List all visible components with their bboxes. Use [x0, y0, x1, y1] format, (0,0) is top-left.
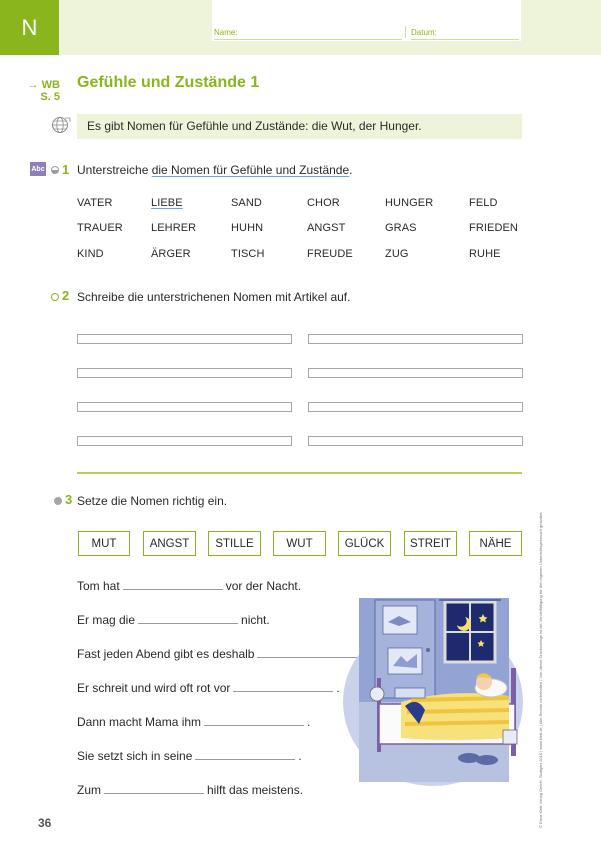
difficulty-full-icon — [54, 497, 62, 505]
info-box: Es gibt Nomen für Gefühle und Zustände: die Wut, der Hunger. — [77, 114, 522, 139]
word-box[interactable]: STREIT — [404, 531, 457, 556]
date-label: Datum: — [411, 28, 437, 37]
blank-field[interactable] — [204, 716, 304, 726]
sentence-before: Dann macht Mama ihm — [77, 715, 202, 729]
sentence-after: hilft das meistens. — [207, 783, 304, 797]
sentence-after: . — [298, 749, 302, 763]
word-item[interactable]: LIEBE — [151, 197, 183, 209]
section-letter-badge: N — [0, 0, 59, 55]
sentence-line — [77, 647, 364, 661]
name-label: Name: — [214, 28, 238, 37]
section-divider — [77, 472, 522, 474]
writing-line[interactable] — [308, 334, 523, 344]
task1-text-before: Unterstreiche — [77, 163, 152, 177]
sentence-after: nicht. — [241, 613, 270, 627]
writing-line[interactable] — [77, 368, 292, 378]
task1-instruction — [77, 163, 353, 177]
blank-field[interactable] — [233, 682, 333, 692]
word-box[interactable]: WUT — [273, 531, 326, 556]
sentence-line — [77, 783, 303, 797]
page-title: Gefühle und Zustände 1 — [77, 74, 260, 91]
sentence-after: vor der Nacht. — [225, 579, 302, 593]
task1-text-underlined: die Nomen für Gefühle und Zustände — [151, 163, 350, 177]
sentence-line — [77, 613, 270, 627]
word-item[interactable]: ZUG — [385, 248, 409, 260]
sentence-line — [77, 749, 302, 763]
word-box[interactable]: ANGST — [143, 531, 196, 556]
task1-text-after: . — [349, 163, 353, 177]
word-item[interactable]: VATER — [77, 197, 113, 209]
writing-line[interactable] — [77, 334, 292, 344]
word-item[interactable]: CHOR — [307, 197, 340, 209]
sentence-before: Fast jeden Abend gibt es deshalb — [77, 647, 255, 661]
blank-field[interactable] — [104, 784, 204, 794]
word-item[interactable]: LEHRER — [151, 222, 197, 234]
workbook-reference — [22, 79, 60, 103]
blank-field[interactable] — [195, 750, 295, 760]
workbook-ref-page: S. 5 — [40, 91, 60, 103]
task3-number: 3 — [65, 492, 73, 507]
word-box[interactable]: NÄHE — [469, 531, 522, 556]
task3-instruction: Setze die Nomen richtig ein. — [77, 494, 228, 508]
writing-line[interactable] — [308, 368, 523, 378]
word-item[interactable]: TRAUER — [77, 222, 123, 234]
header-divider — [405, 26, 406, 38]
task1-number: 1 — [62, 162, 70, 177]
sentence-after: . — [307, 715, 311, 729]
word-item[interactable]: HUHN — [231, 222, 264, 234]
word-item[interactable]: FRIEDEN — [469, 222, 518, 234]
difficulty-half-icon — [51, 166, 59, 174]
word-item[interactable]: FELD — [469, 197, 498, 209]
word-item[interactable]: KIND — [77, 248, 104, 260]
sentence-after: . — [336, 681, 340, 695]
word-item[interactable]: HUNGER — [385, 197, 434, 209]
blank-field[interactable] — [123, 580, 223, 590]
date-field[interactable] — [411, 22, 519, 40]
task2-number: 2 — [62, 288, 70, 303]
sentence-line — [77, 681, 340, 695]
word-item[interactable]: GRAS — [385, 222, 417, 234]
copyright-note: © Ernst Klett Verlag GmbH, Stuttgart 2018 | www.klett.de | Alle Rechte vorbehalten | Von dieser Druckvorlage ist die Vervielfältigung für den eigenen Unterrichtsgebrauch gestattet. — [538, 511, 543, 828]
sentence-before: Er mag die — [77, 613, 136, 627]
word-box[interactable]: GLÜCK — [338, 531, 391, 556]
writing-line[interactable] — [308, 402, 523, 412]
word-item[interactable]: SAND — [231, 197, 262, 209]
writing-line[interactable] — [77, 402, 292, 412]
word-item[interactable]: ÄRGER — [151, 248, 191, 260]
sentence-before: Tom hat — [77, 579, 120, 593]
writing-line[interactable] — [308, 436, 523, 446]
abc-icon: Abc — [30, 162, 46, 176]
sentence-before: Zum — [77, 783, 101, 797]
sentence-line — [77, 579, 301, 593]
name-field[interactable] — [214, 22, 402, 40]
blank-field[interactable] — [138, 614, 238, 624]
sentence-before: Sie setzt sich in seine — [77, 749, 193, 763]
word-box[interactable]: MUT — [78, 531, 130, 556]
globe-icon — [49, 115, 73, 135]
sentence-line — [77, 715, 310, 729]
writing-line[interactable] — [77, 436, 292, 446]
word-item[interactable]: ANGST — [307, 222, 346, 234]
word-item[interactable]: TISCH — [231, 248, 265, 260]
sentence-before: Er schreit und wird oft rot vor — [77, 681, 231, 695]
page-number: 36 — [38, 816, 52, 830]
word-box[interactable]: STILLE — [208, 531, 261, 556]
difficulty-empty-icon — [51, 293, 59, 301]
workbook-ref-label: → WB — [27, 79, 60, 91]
word-item[interactable]: RUHE — [469, 248, 501, 260]
word-item[interactable]: FREUDE — [307, 248, 353, 260]
task2-instruction: Schreibe die unterstrichenen Nomen mit Artikel auf. — [77, 290, 351, 304]
bedroom-illustration — [341, 592, 523, 786]
